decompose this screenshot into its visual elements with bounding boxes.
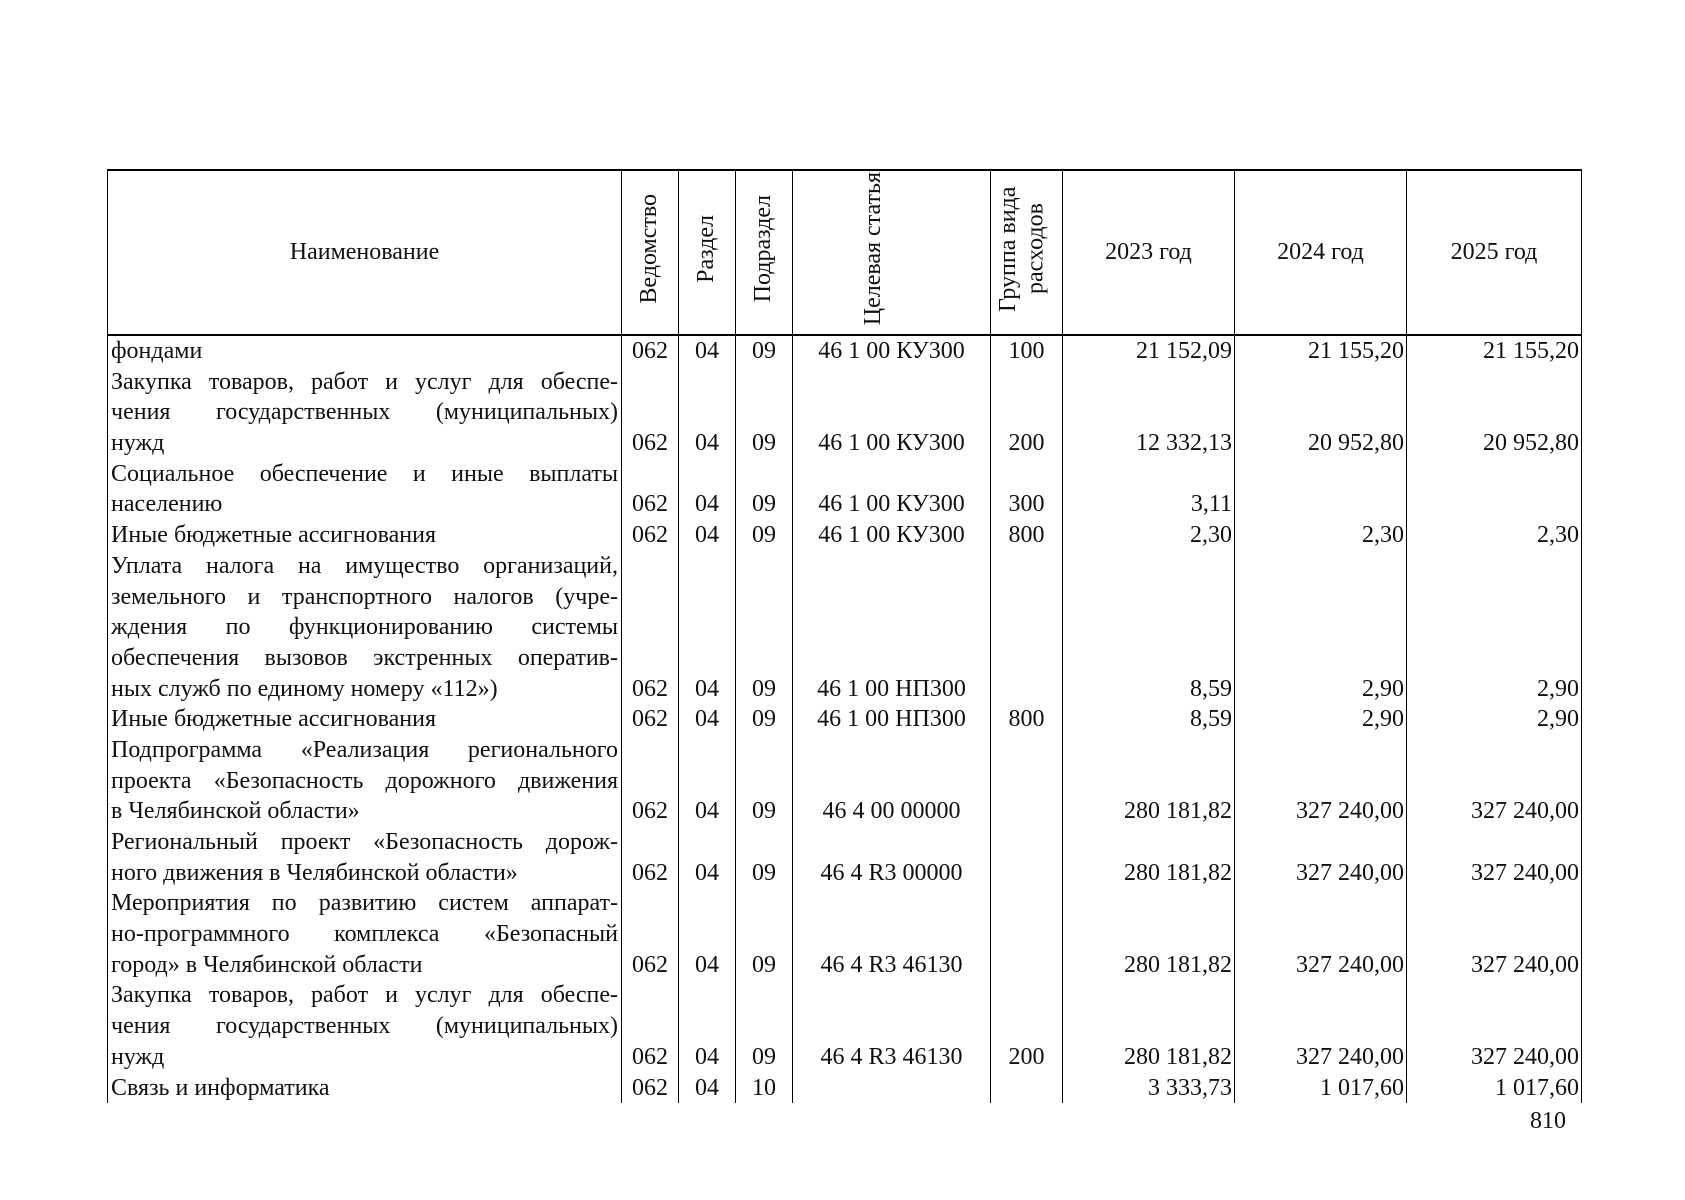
header-vedomstvo: Ведомство [622, 170, 679, 335]
cell-2023: 2,30 [1063, 520, 1235, 551]
name-line: чения государственных (муниципальных) [111, 399, 618, 426]
cell-2023: 8,59 [1063, 551, 1235, 704]
name-line: Региональный проект «Безопасность дорож- [111, 829, 618, 856]
cell-vedomstvo: 062 [622, 704, 679, 735]
cell-statya: 46 4 R3 46130 [793, 888, 991, 980]
cell-2025 [1407, 459, 1582, 520]
cell-2025: 327 240,00 [1407, 827, 1582, 888]
name-line: Социальное обеспечение и иные выплаты [111, 460, 618, 487]
cell-gruppa [991, 735, 1063, 827]
cell-razdel: 04 [679, 551, 736, 704]
table-row [108, 888, 1582, 980]
cell-gruppa [991, 888, 1063, 980]
name-line: Закупка товаров, работ и услуг для обеспе- [111, 982, 618, 1009]
table-row [108, 551, 1582, 704]
name-line: в Челябинской области» [111, 798, 360, 825]
cell-gruppa: 300 [991, 459, 1063, 520]
cell-razdel: 04 [679, 1073, 736, 1104]
cell-statya [793, 1073, 991, 1104]
cell-gruppa [991, 1073, 1063, 1104]
table-row [108, 827, 1582, 888]
cell-name [108, 459, 622, 520]
cell-2024: 327 240,00 [1235, 888, 1407, 980]
cell-podrazdel: 09 [736, 735, 793, 827]
header-row [108, 170, 1582, 335]
cell-name [108, 704, 622, 735]
cell-2024: 2,90 [1235, 551, 1407, 704]
name-line: нужд [111, 1043, 165, 1070]
cell-razdel: 04 [679, 520, 736, 551]
header-2025: 2025 год [1407, 170, 1582, 335]
cell-vedomstvo: 062 [622, 459, 679, 520]
cell-2024: 2,30 [1235, 520, 1407, 551]
cell-statya: 46 1 00 КУ300 [793, 335, 991, 367]
budget-table [107, 169, 1582, 1103]
cell-2024: 327 240,00 [1235, 827, 1407, 888]
cell-2024: 327 240,00 [1235, 735, 1407, 827]
cell-vedomstvo: 062 [622, 367, 679, 459]
cell-gruppa [991, 827, 1063, 888]
cell-2023: 3,11 [1063, 459, 1235, 520]
cell-razdel: 04 [679, 888, 736, 980]
cell-2023: 21 152,09 [1063, 335, 1235, 367]
cell-vedomstvo: 062 [622, 551, 679, 704]
name-line: земельного и транспортного налогов (учре- [111, 583, 618, 610]
cell-podrazdel: 09 [736, 704, 793, 735]
cell-2023: 280 181,82 [1063, 827, 1235, 888]
cell-statya: 46 1 00 НП300 [793, 704, 991, 735]
header-2024: 2024 год [1235, 170, 1407, 335]
cell-2023: 280 181,82 [1063, 735, 1235, 827]
page-number: 810 [1530, 1108, 1566, 1134]
table-row [108, 367, 1582, 459]
name-line: Закупка товаров, работ и услуг для обеспе- [111, 368, 618, 395]
cell-2025: 327 240,00 [1407, 980, 1582, 1072]
name-line: Подпрограмма «Реализация регионального [111, 736, 618, 763]
cell-2025: 2,30 [1407, 520, 1582, 551]
cell-razdel: 04 [679, 335, 736, 367]
cell-podrazdel: 09 [736, 551, 793, 704]
cell-statya: 46 1 00 НП300 [793, 551, 991, 704]
cell-2025: 2,90 [1407, 551, 1582, 704]
cell-podrazdel: 09 [736, 520, 793, 551]
cell-statya: 46 1 00 КУ300 [793, 367, 991, 459]
cell-2023: 3 333,73 [1063, 1073, 1235, 1104]
cell-statya: 46 1 00 КУ300 [793, 520, 991, 551]
cell-vedomstvo: 062 [622, 980, 679, 1072]
name-line: Мероприятия по развитию систем аппарат- [111, 890, 618, 917]
cell-gruppa: 800 [991, 704, 1063, 735]
name-line: Уплата налога на имущество организаций, [111, 552, 618, 579]
cell-vedomstvo: 062 [622, 888, 679, 980]
cell-2025: 1 017,60 [1407, 1073, 1582, 1104]
name-line: обеспечения вызовов экстренных оператив- [111, 644, 618, 671]
name-line: но-программного комплекса «Безопасный [111, 921, 618, 948]
name-line: чения государственных (муниципальных) [111, 1013, 618, 1040]
header-statya: Целевая статья [793, 170, 991, 335]
table-row [108, 980, 1582, 1072]
header-name: Наименование [108, 170, 622, 335]
name-line: нужд [111, 430, 165, 457]
cell-razdel: 04 [679, 704, 736, 735]
cell-podrazdel: 10 [736, 1073, 793, 1104]
cell-podrazdel: 09 [736, 335, 793, 367]
cell-name [108, 367, 622, 459]
header-razdel: Раздел [679, 170, 736, 335]
table-row [108, 459, 1582, 520]
cell-2024: 1 017,60 [1235, 1073, 1407, 1104]
cell-2024 [1235, 459, 1407, 520]
name-line: ждения по функционированию системы [111, 614, 618, 641]
name-line: ного движения в Челябинской области» [111, 859, 518, 886]
cell-gruppa [991, 551, 1063, 704]
cell-vedomstvo: 062 [622, 520, 679, 551]
cell-name [108, 888, 622, 980]
cell-razdel: 04 [679, 735, 736, 827]
cell-2023: 280 181,82 [1063, 980, 1235, 1072]
cell-2025: 2,90 [1407, 704, 1582, 735]
name-line: Иные бюджетные ассигнования [111, 706, 436, 733]
table-row [108, 1073, 1582, 1104]
cell-razdel: 04 [679, 827, 736, 888]
table-row [108, 335, 1582, 367]
header-gruppa: Группа вида расходов [991, 170, 1063, 335]
header-2023: 2023 год [1063, 170, 1235, 335]
cell-name [108, 335, 622, 367]
cell-vedomstvo: 062 [622, 827, 679, 888]
cell-podrazdel: 09 [736, 459, 793, 520]
cell-2025: 21 155,20 [1407, 335, 1582, 367]
cell-2024: 20 952,80 [1235, 367, 1407, 459]
cell-podrazdel: 09 [736, 367, 793, 459]
cell-razdel: 04 [679, 980, 736, 1072]
name-line: Иные бюджетные ассигнования [111, 522, 436, 549]
cell-2025: 20 952,80 [1407, 367, 1582, 459]
cell-2023: 280 181,82 [1063, 888, 1235, 980]
cell-gruppa: 800 [991, 520, 1063, 551]
cell-statya: 46 4 R3 00000 [793, 827, 991, 888]
cell-name [108, 551, 622, 704]
cell-2023: 8,59 [1063, 704, 1235, 735]
cell-vedomstvo: 062 [622, 335, 679, 367]
name-line: ных служб по единому номеру «112») [111, 675, 498, 702]
header-podrazdel: Подраздел [736, 170, 793, 335]
cell-gruppa: 100 [991, 335, 1063, 367]
cell-2023: 12 332,13 [1063, 367, 1235, 459]
cell-2024: 327 240,00 [1235, 980, 1407, 1072]
cell-name [108, 520, 622, 551]
cell-2024: 2,90 [1235, 704, 1407, 735]
cell-podrazdel: 09 [736, 888, 793, 980]
cell-name [108, 827, 622, 888]
cell-name [108, 980, 622, 1072]
name-line: фондами [111, 338, 203, 365]
cell-2025: 327 240,00 [1407, 735, 1582, 827]
cell-podrazdel: 09 [736, 980, 793, 1072]
table-row [108, 520, 1582, 551]
table-row [108, 735, 1582, 827]
cell-razdel: 04 [679, 367, 736, 459]
table-row [108, 704, 1582, 735]
cell-gruppa: 200 [991, 367, 1063, 459]
cell-statya: 46 1 00 КУ300 [793, 459, 991, 520]
cell-2024: 21 155,20 [1235, 335, 1407, 367]
cell-statya: 46 4 R3 46130 [793, 980, 991, 1072]
cell-statya: 46 4 00 00000 [793, 735, 991, 827]
cell-podrazdel: 09 [736, 827, 793, 888]
cell-vedomstvo: 062 [622, 735, 679, 827]
name-line: проекта «Безопасность дорожного движения [111, 767, 618, 794]
name-line: населению [111, 491, 223, 518]
cell-name [108, 735, 622, 827]
cell-name [108, 1073, 622, 1104]
name-line: город» в Челябинской области [111, 951, 423, 978]
cell-gruppa: 200 [991, 980, 1063, 1072]
cell-2025: 327 240,00 [1407, 888, 1582, 980]
cell-razdel: 04 [679, 459, 736, 520]
cell-vedomstvo: 062 [622, 1073, 679, 1104]
name-line: Связь и информатика [111, 1074, 330, 1101]
table-body [108, 335, 1582, 1103]
